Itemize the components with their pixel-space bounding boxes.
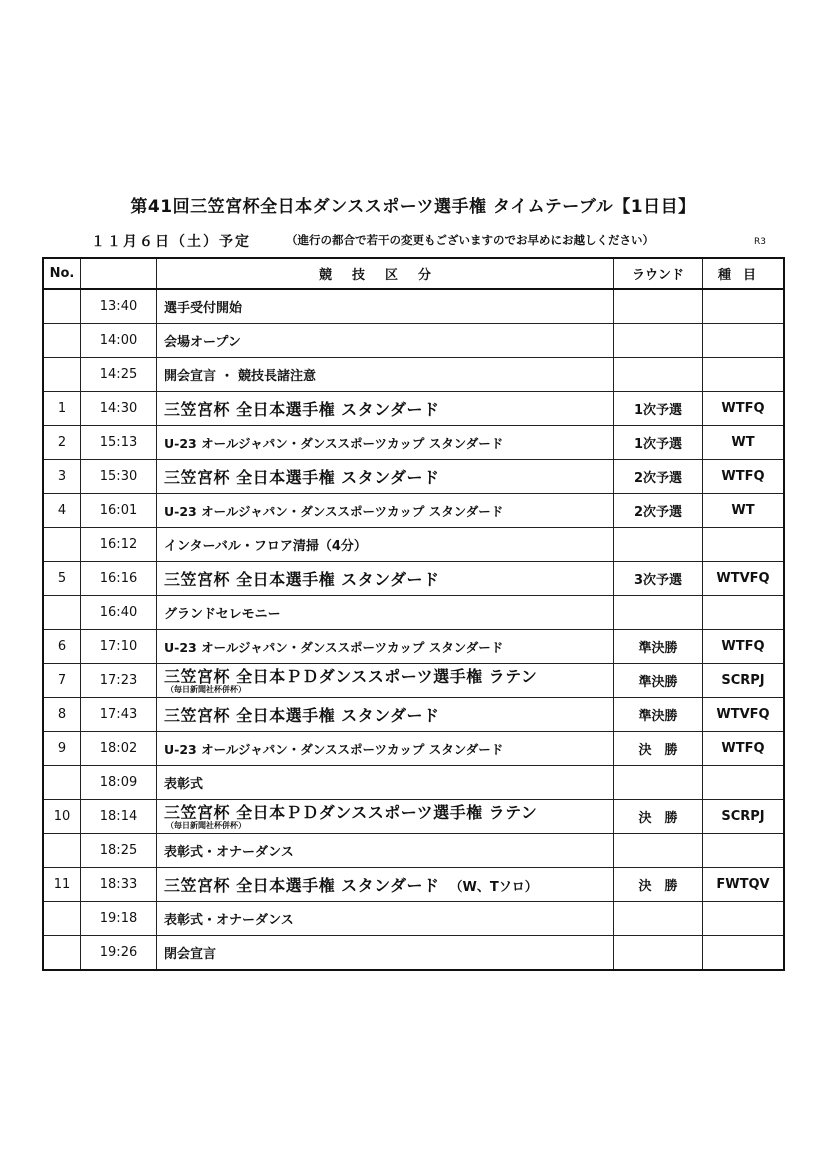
row-no	[43, 936, 81, 971]
event-name: 表彰式・オナーダンス	[164, 913, 294, 928]
row-no	[43, 766, 81, 800]
row-no	[43, 902, 81, 936]
row-event	[157, 732, 614, 766]
table-row	[43, 834, 784, 868]
row-time: 17:43	[81, 698, 157, 732]
event-name: 三笠宮杯 全日本選手権 スタンダード	[164, 400, 440, 419]
row-event	[157, 698, 614, 732]
row-class	[703, 528, 785, 562]
header-round: ラウンド	[614, 258, 703, 289]
row-time: 18:33	[81, 868, 157, 902]
row-no: 5	[43, 562, 81, 596]
row-class	[703, 289, 785, 324]
event-name: 三笠宮杯 全日本選手権 スタンダード	[164, 570, 440, 589]
schedule-subline	[91, 231, 791, 251]
table-row	[43, 392, 784, 426]
row-no: 9	[43, 732, 81, 766]
event-name: 三笠宮杯 全日本ＰＤダンススポーツ選手権 ラテン	[164, 802, 538, 822]
row-round	[614, 324, 703, 358]
table-row	[43, 766, 784, 800]
table-row	[43, 800, 784, 834]
row-time: 15:30	[81, 460, 157, 494]
row-class	[703, 834, 785, 868]
row-round: 1次予選	[614, 426, 703, 460]
row-time: 13:40	[81, 289, 157, 324]
row-round	[614, 358, 703, 392]
revision-label: R3	[754, 237, 766, 247]
row-event	[157, 494, 614, 528]
row-no	[43, 528, 81, 562]
row-no: 11	[43, 868, 81, 902]
row-round: 準決勝	[614, 698, 703, 732]
row-no	[43, 358, 81, 392]
row-round: 準決勝	[614, 630, 703, 664]
row-event	[157, 936, 614, 971]
row-time: 16:16	[81, 562, 157, 596]
row-event	[157, 460, 614, 494]
table-row	[43, 936, 784, 971]
row-no	[43, 324, 81, 358]
row-class: WT	[703, 494, 785, 528]
row-round: 決 勝	[614, 868, 703, 902]
row-class: WT	[703, 426, 785, 460]
row-event	[157, 664, 614, 698]
event-name: 三笠宮杯 全日本選手権 スタンダード	[164, 706, 440, 725]
event-subtitle: （毎日新聞社杯併杯）	[166, 820, 246, 830]
table-row	[43, 494, 784, 528]
row-class: FWTQV	[703, 868, 785, 902]
event-name: U-23 オールジャパン・ダンススポーツカップ スタンダード	[164, 640, 504, 655]
table-row	[43, 868, 784, 902]
row-round	[614, 834, 703, 868]
row-class	[703, 766, 785, 800]
event-name: 会場オープン	[164, 335, 241, 350]
table-row	[43, 426, 784, 460]
row-no: 3	[43, 460, 81, 494]
table-row	[43, 732, 784, 766]
row-time: 15:13	[81, 426, 157, 460]
row-time: 18:09	[81, 766, 157, 800]
row-time: 17:10	[81, 630, 157, 664]
table-row	[43, 528, 784, 562]
row-event	[157, 289, 614, 324]
table-row	[43, 324, 784, 358]
table-row	[43, 902, 784, 936]
row-class: WTVFQ	[703, 698, 785, 732]
timetable	[42, 257, 785, 971]
row-no	[43, 289, 81, 324]
row-class: WTFQ	[703, 732, 785, 766]
row-round	[614, 766, 703, 800]
event-name: U-23 オールジャパン・ダンススポーツカップ スタンダード	[164, 742, 504, 757]
row-class: SCRPJ	[703, 664, 785, 698]
row-event	[157, 528, 614, 562]
row-round: 1次予選	[614, 392, 703, 426]
row-class	[703, 902, 785, 936]
row-event	[157, 324, 614, 358]
row-round: 2次予選	[614, 494, 703, 528]
row-time: 18:14	[81, 800, 157, 834]
event-name: 開会宣言 ・ 競技長諸注意	[164, 369, 317, 384]
row-class	[703, 936, 785, 971]
row-no	[43, 596, 81, 630]
row-class: SCRPJ	[703, 800, 785, 834]
row-no: 2	[43, 426, 81, 460]
row-class: WTVFQ	[703, 562, 785, 596]
row-event	[157, 766, 614, 800]
row-time: 17:23	[81, 664, 157, 698]
event-subtitle: （毎日新聞社杯併杯）	[166, 684, 246, 694]
page-title: 第41回三笠宮杯全日本ダンススポーツ選手権 タイムテーブル【1日目】	[130, 197, 696, 217]
row-round	[614, 936, 703, 971]
row-time: 16:40	[81, 596, 157, 630]
schedule-note: （進行の都合で若干の変更もございますのでお早めにお越しください）	[286, 233, 654, 247]
row-event	[157, 426, 614, 460]
row-time: 16:12	[81, 528, 157, 562]
table-row	[43, 460, 784, 494]
table-row	[43, 630, 784, 664]
event-name: 閉会宣言	[164, 947, 217, 962]
header-event	[157, 258, 614, 289]
row-event	[157, 596, 614, 630]
row-event	[157, 868, 614, 902]
row-no: 10	[43, 800, 81, 834]
row-round	[614, 596, 703, 630]
event-name: 表彰式・オナーダンス	[164, 845, 294, 860]
event-name: 三笠宮杯 全日本ＰＤダンススポーツ選手権 ラテン	[164, 666, 538, 686]
row-no	[43, 834, 81, 868]
row-time: 19:26	[81, 936, 157, 971]
row-time: 19:18	[81, 902, 157, 936]
event-name: インターバル・フロア清掃（4分）	[164, 539, 367, 554]
table-row	[43, 358, 784, 392]
event-date: １１月６日（土）予定	[91, 234, 251, 250]
row-time: 14:00	[81, 324, 157, 358]
event-name: 選手受付開始	[164, 301, 243, 316]
row-event	[157, 562, 614, 596]
row-round: 2次予選	[614, 460, 703, 494]
row-time: 18:02	[81, 732, 157, 766]
header-time	[81, 258, 157, 289]
timetable-body	[43, 289, 784, 970]
event-extra: （W、Tソロ）	[449, 880, 538, 895]
row-round	[614, 528, 703, 562]
row-class	[703, 358, 785, 392]
row-no: 7	[43, 664, 81, 698]
row-event	[157, 392, 614, 426]
row-round: 準決勝	[614, 664, 703, 698]
timetable-header	[43, 258, 784, 289]
row-class: WTFQ	[703, 460, 785, 494]
header-no: No.	[43, 258, 81, 289]
row-no: 1	[43, 392, 81, 426]
row-event	[157, 834, 614, 868]
event-name: U-23 オールジャパン・ダンススポーツカップ スタンダード	[164, 504, 504, 519]
row-round: 決 勝	[614, 800, 703, 834]
event-name: 三笠宮杯 全日本選手権 スタンダード	[164, 876, 440, 895]
row-event	[157, 630, 614, 664]
event-name: U-23 オールジャパン・ダンススポーツカップ スタンダード	[164, 436, 504, 451]
row-time: 14:30	[81, 392, 157, 426]
header-row	[43, 258, 784, 289]
row-event	[157, 800, 614, 834]
row-no: 4	[43, 494, 81, 528]
header-event-label: 競技区分	[318, 268, 451, 283]
row-round: 決 勝	[614, 732, 703, 766]
row-time: 16:01	[81, 494, 157, 528]
table-row	[43, 596, 784, 630]
table-row	[43, 289, 784, 324]
table-row	[43, 698, 784, 732]
row-class: WTFQ	[703, 630, 785, 664]
row-event	[157, 902, 614, 936]
table-row	[43, 562, 784, 596]
row-event	[157, 358, 614, 392]
event-name: グランドセレモニー	[164, 607, 281, 622]
header-class-label: 種目	[717, 268, 768, 283]
row-class	[703, 324, 785, 358]
row-class: WTFQ	[703, 392, 785, 426]
row-round	[614, 902, 703, 936]
event-name: 表彰式	[164, 777, 204, 792]
row-round	[614, 289, 703, 324]
row-no: 8	[43, 698, 81, 732]
table-row	[43, 664, 784, 698]
header-class	[703, 258, 785, 289]
row-time: 14:25	[81, 358, 157, 392]
row-no: 6	[43, 630, 81, 664]
event-name: 三笠宮杯 全日本選手権 スタンダード	[164, 468, 440, 487]
row-time: 18:25	[81, 834, 157, 868]
row-class	[703, 596, 785, 630]
row-round: 3次予選	[614, 562, 703, 596]
